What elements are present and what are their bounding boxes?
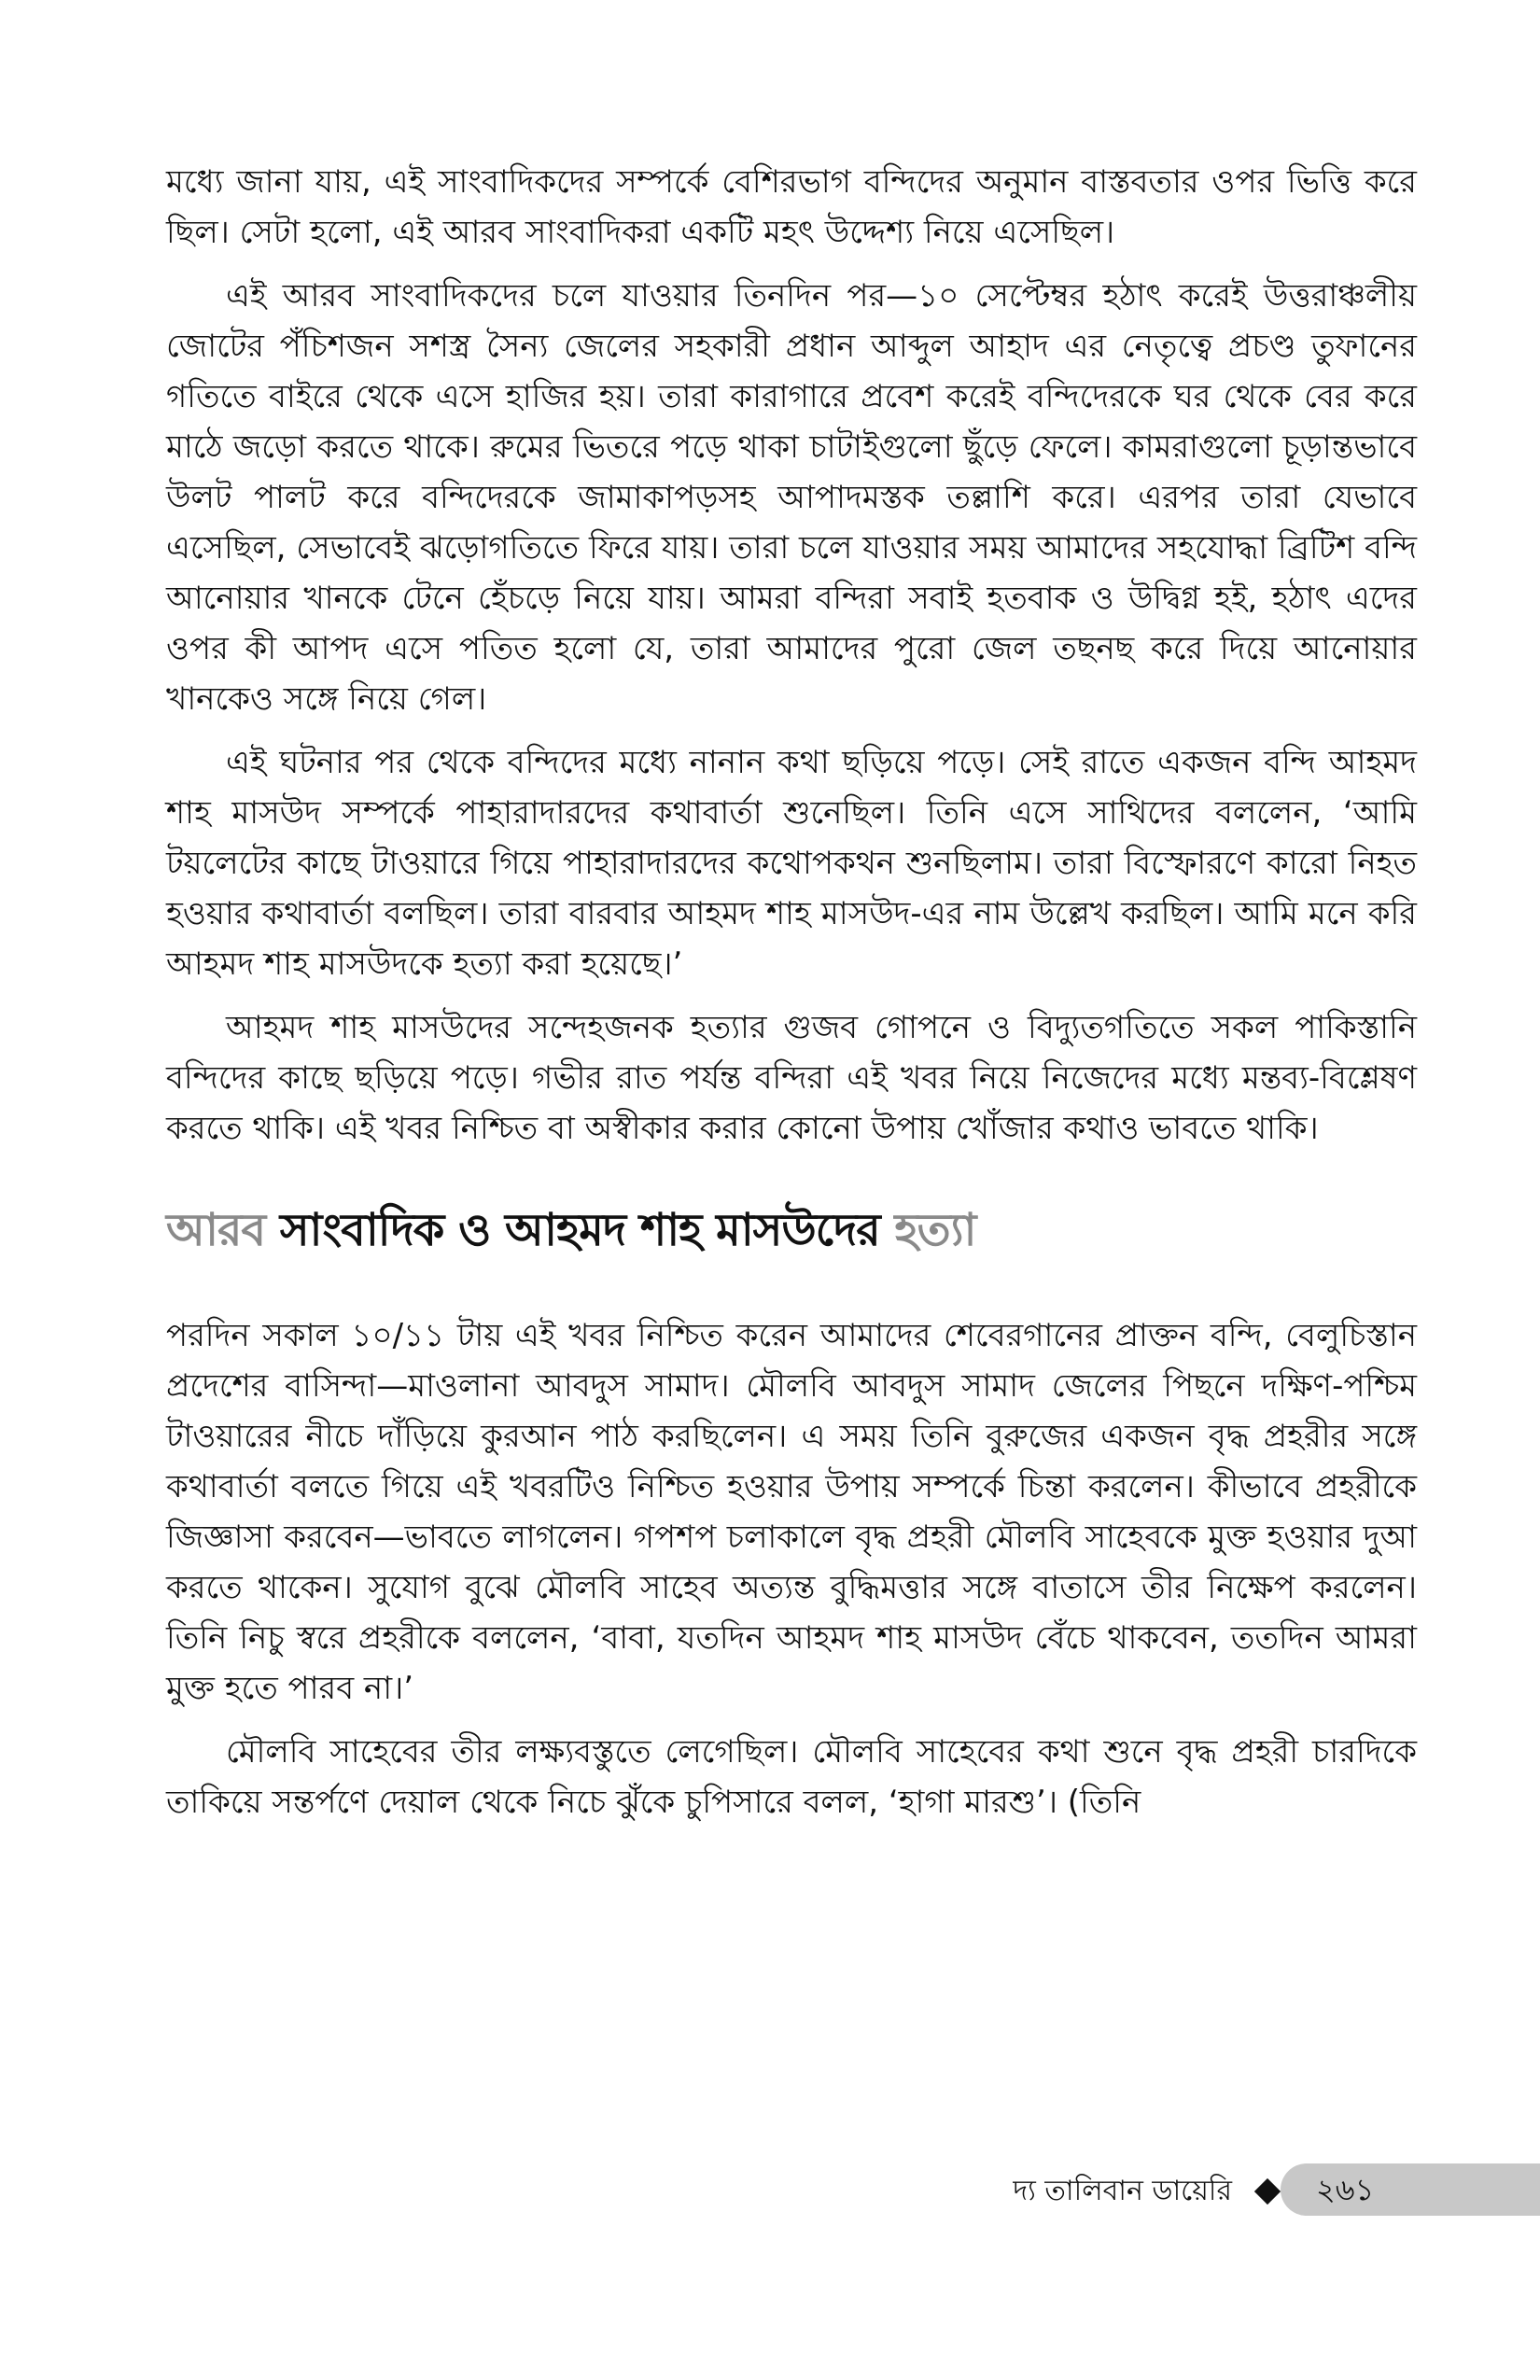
page-footer	[0, 2163, 1540, 2219]
heading-main: সাংবাদিক ও আহমদ শাহ মাসউদের	[279, 1204, 880, 1256]
paragraph-4: আহমদ শাহ মাসউদের সন্দেহজনক হত্যার গুজব গোপনে ও বিদ্যুতগতিতে সকল পাকিস্তানি বন্দিদের কাছে ছড়িয়ে পড়ে। গভীর রাত পর্যন্ত বন্দিরা এই খবর নিয়ে নিজেদের মধ্যে মন্তব্য-বিশ্লেষণ করতে থাকি। এই খবর নিশ্চিত বা অস্বীকার করার কোনো উপায় খোঁজার কথাও ভাবতে থাকি।	[166, 1009, 1417, 1147]
paragraph-6: মৌলবি সাহেবের তীর লক্ষ্যবস্তুতে লেগেছিল। মৌলবি সাহেবের কথা শুনে বৃদ্ধ প্রহরী চারদিকে তাকিয়ে সন্তর্পণে দেয়াল থেকে নিচে ঝুঁকে চুপিসারে বলল, ‘হাগা মারশু’। (তিনি	[166, 1733, 1417, 1821]
paragraph-2: এই আরব সাংবাদিকদের চলে যাওয়ার তিনদিন পর—১০ সেপ্টেম্বর হঠাৎ করেই উত্তরাঞ্চলীয় জোটের পঁচিশজন সশস্ত্র সৈন্য জেলের সহকারী প্রধান আব্দুল আহাদ এর নেতৃত্বে প্রচণ্ড তুফানের গতিতে বাইরে থেকে এসে হাজির হয়। তারা কারাগারে প্রবেশ করেই বন্দিদেরকে ঘর থেকে বের করে মাঠে জড়ো করতে থাকে। রুমের ভিতরে পড়ে থাকা চাটাইগুলো ছুঁড়ে ফেলে। কামরাগুলো চূড়ান্তভাবে উলট পালট করে বন্দিদেরকে জামাকাপড়সহ আপাদমস্তক তল্লাশি করে। এরপর তারা যেভাবে এসেছিল, সেভাবেই ঝড়োগতিতে ফিরে যায়। তারা চলে যাওয়ার সময় আমাদের সহযোদ্ধা ব্রিটিশ বন্দি আনোয়ার খানকে টেনে হেঁচড়ে নিয়ে যায়। আমরা বন্দিরা সবাই হতবাক ও উদ্বিগ্ন হই, হঠাৎ এদের ওপর কী আপদ এসে পতিত হলো যে, তারা আমাদের পুরো জেল তছনছ করে দিয়ে আনোয়ার খানকেও সঙ্গে নিয়ে গেল।	[166, 277, 1418, 718]
heading-accent-end: হত্যা	[894, 1204, 976, 1256]
page-number: ২৬১	[1316, 2172, 1375, 2207]
section-heading	[166, 1200, 1417, 1260]
paragraph-1: মধ্যে জানা যায়, এই সাংবাদিকদের সম্পর্কে বেশিরভাগ বন্দিদের অনুমান বাস্তবতার ওপর ভিত্তি করে ছিল। সেটা হলো, এই আরব সাংবাদিকরা একটি মহৎ উদ্দেশ্য নিয়ে এসেছিল।	[166, 163, 1417, 251]
diamond-icon	[1254, 2178, 1281, 2205]
page-body	[166, 157, 1417, 1841]
paragraph-5: পরদিন সকাল ১০/১১ টায় এই খবর নিশ্চিত করেন আমাদের শেবেরগানের প্রাক্তন বন্দি, বেলুচিস্তান প্রদেশের বাসিন্দা—মাওলানা আবদুস সামাদ। মৌলবি আবদুস সামাদ জেলের পিছনে দক্ষিণ-পশ্চিম টাওয়ারের নীচে দাঁড়িয়ে কুরআন পাঠ করছিলেন। এ সময় তিনি বুরুজের একজন বৃদ্ধ প্রহরীর সঙ্গে কথাবার্তা বলতে গিয়ে এই খবরটিও নিশ্চিত হওয়ার উপায় সম্পর্কে চিন্তা করলেন। কীভাবে প্রহরীকে জিজ্ঞাসা করবেন—ভাবতে লাগলেন। গপশপ চলাকালে বৃদ্ধ প্রহরী মৌলবি সাহেবকে মুক্ত হওয়ার দুআ করতে থাকেন। সুযোগ বুঝে মৌলবি সাহেব অত্যন্ত বুদ্ধিমত্তার সঙ্গে বাতাসে তীর নিক্ষেপ করলেন। তিনি নিচু স্বরে প্রহরীকে বললেন, ‘বাবা, যতদিন আহমদ শাহ মাসউদ বেঁচে থাকবেন, ততদিন আমরা মুক্ত হতে পারব না।’	[166, 1317, 1417, 1707]
paragraph-3: এই ঘটনার পর থেকে বন্দিদের মধ্যে নানান কথা ছড়িয়ে পড়ে। সেই রাতে একজন বন্দি আহমদ শাহ মাসউদ সম্পর্কে পাহারাদারদের কথাবার্তা শুনেছিল। তিনি এসে সাথিদের বললেন, ‘আমি টয়লেটের কাছে টাওয়ারে গিয়ে পাহারাদারদের কথোপকথন শুনছিলাম। তারা বিস্ফোরণে কারো নিহত হওয়ার কথাবার্তা বলছিল। তারা বারবার আহমদ শাহ মাসউদ-এর নাম উল্লেখ করছিল। আমি মনে করি আহমদ শাহ মাসউদকে হত্যা করা হয়েছে।’	[166, 744, 1417, 983]
footer-book-title: দ্য তালিবান ডায়েরি	[1013, 2175, 1232, 2207]
heading-accent-start: আরব	[166, 1204, 266, 1256]
